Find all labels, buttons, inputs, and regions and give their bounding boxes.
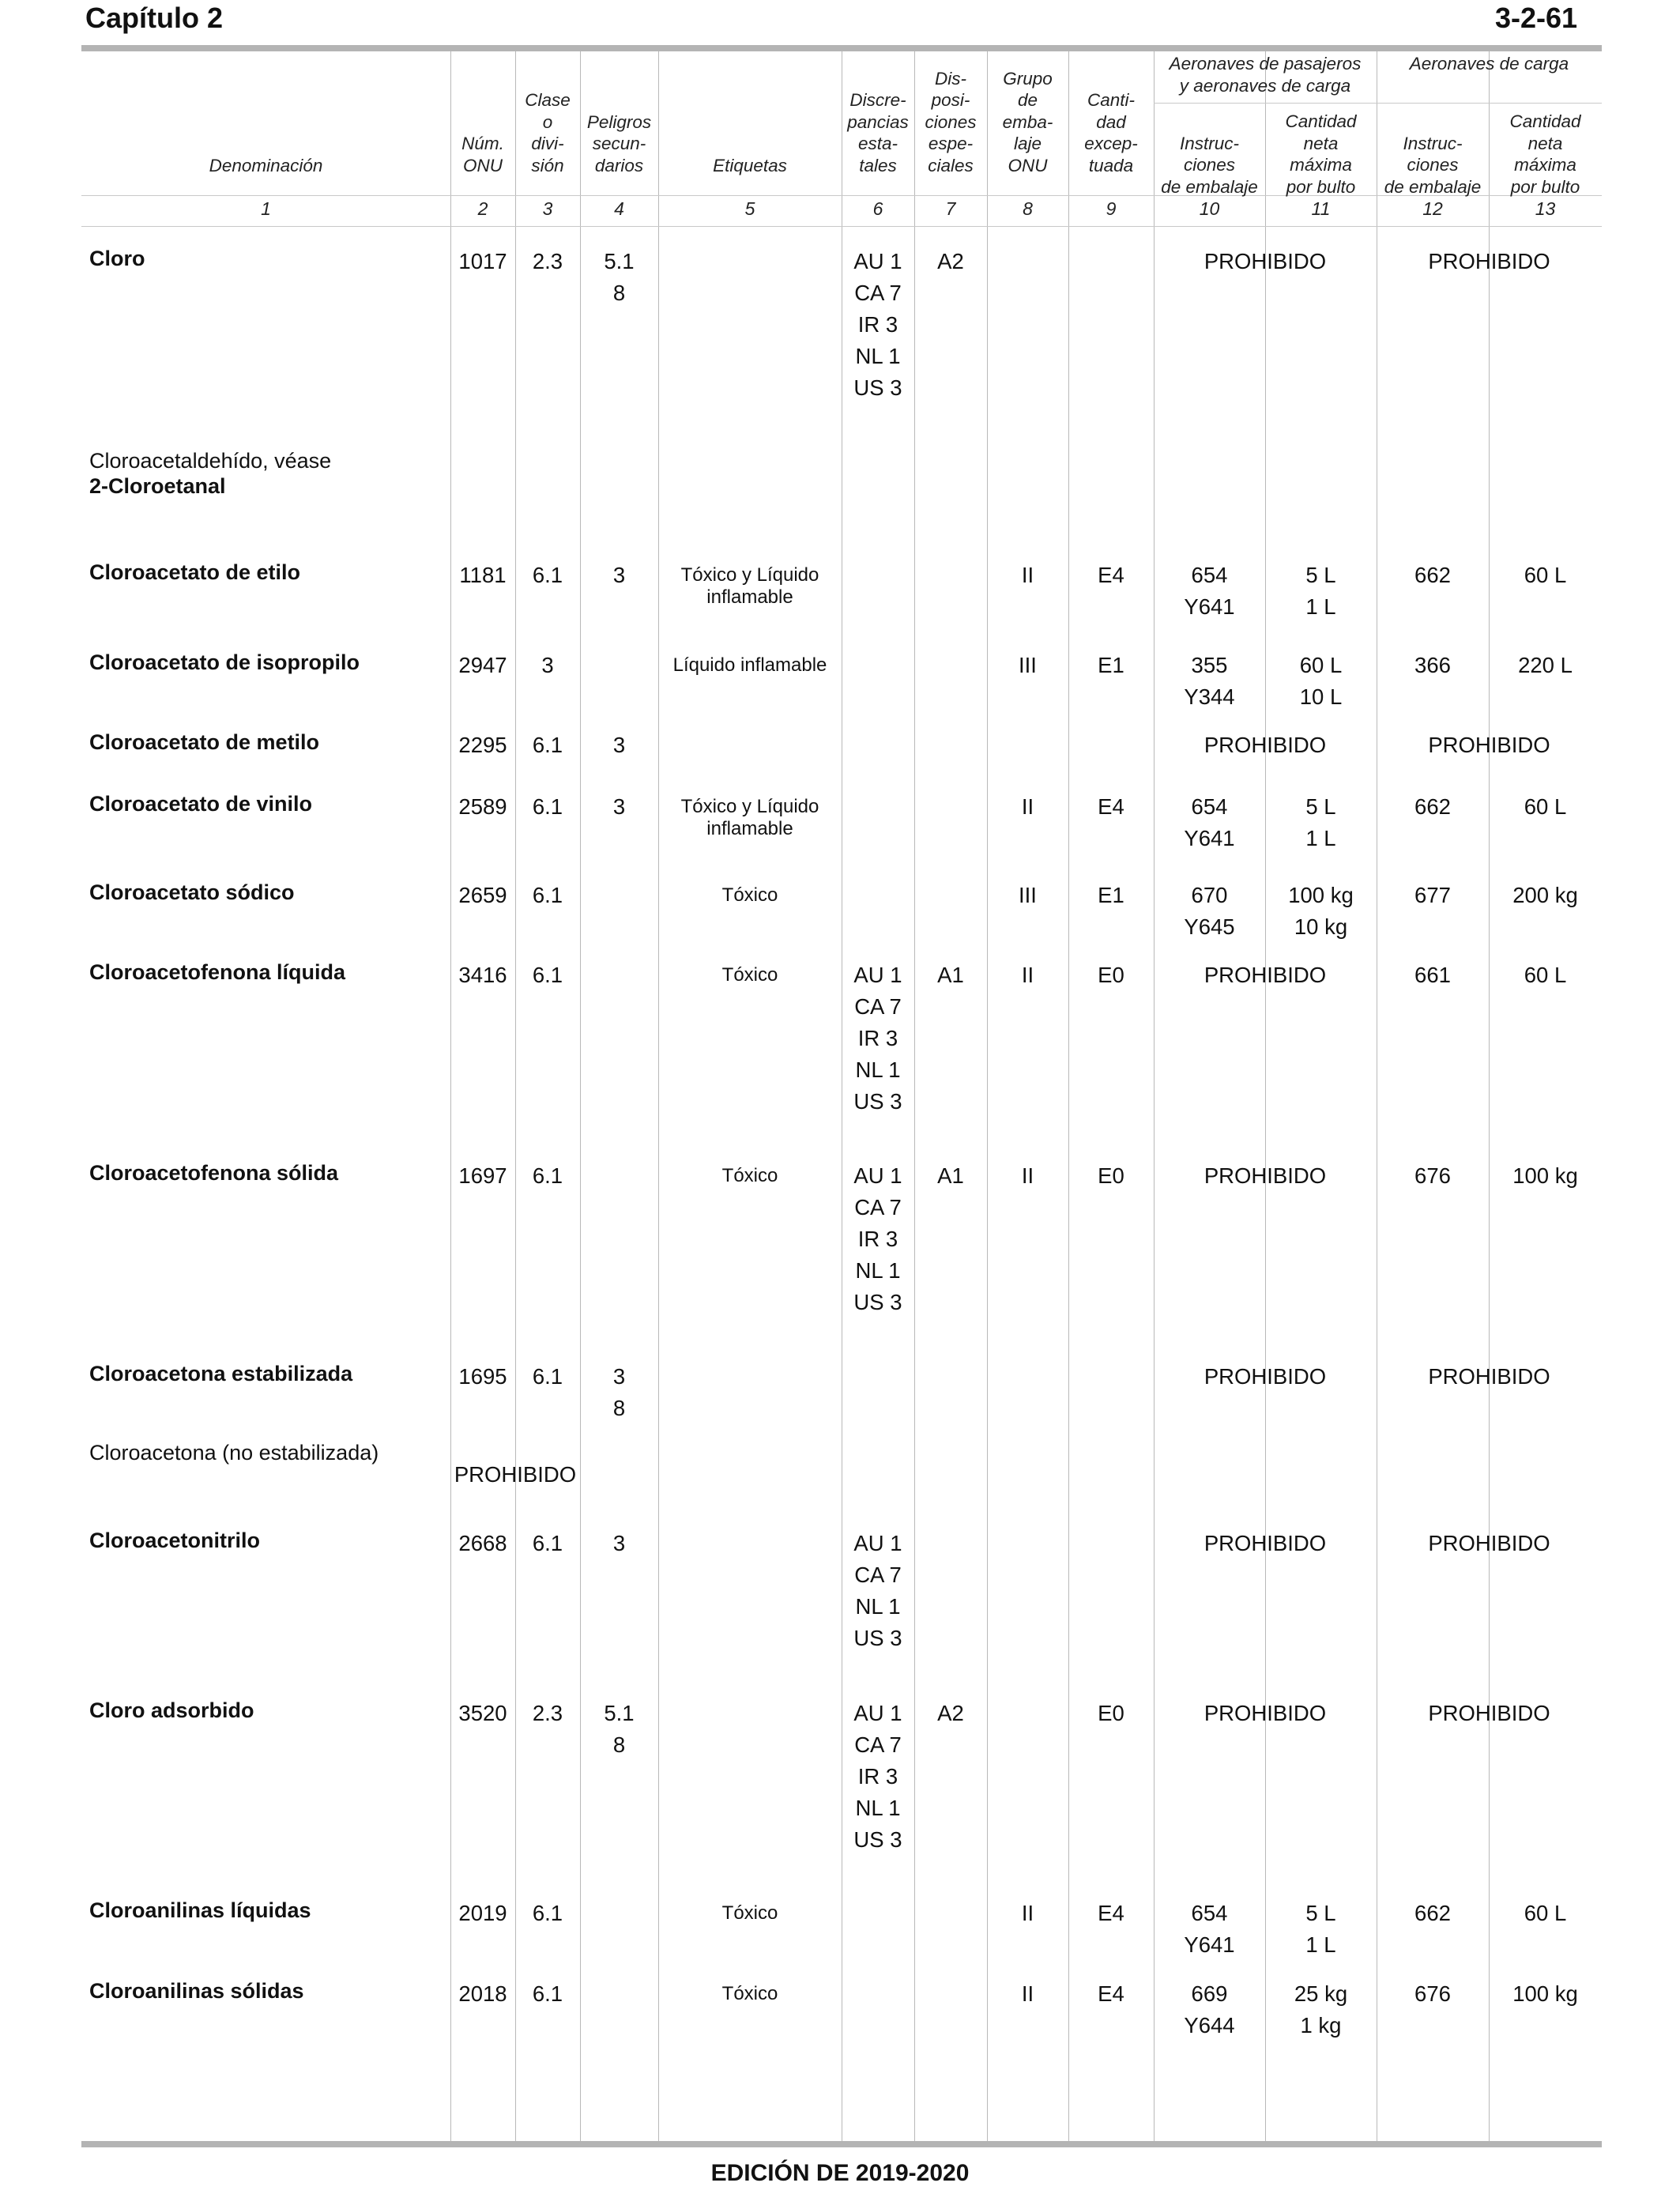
excepted-quantity: E4	[1098, 563, 1124, 587]
pax-prohibited: PROHIBIDO	[1203, 1531, 1327, 1555]
class-division: 6.1	[532, 1901, 563, 1925]
state-variations: AU 1 CA 7 IR 3 NL 1 US 3	[853, 1701, 902, 1852]
hazard-label: Tóxico y Líquido inflamable	[680, 564, 819, 608]
pax-max-net-quantity: 5 L 1 L	[1305, 1901, 1336, 1957]
hazard-label: Tóxico	[721, 1165, 778, 1186]
packing-group: III	[1019, 883, 1037, 907]
cargo-max-net-quantity: 60 L	[1524, 563, 1567, 587]
excepted-quantity: E0	[1098, 1163, 1124, 1188]
un-number: 3416	[458, 963, 507, 987]
cargo-prohibited: PROHIBIDO	[1428, 733, 1550, 757]
edition-footer: EDICIÓN DE 2019-2020	[710, 2160, 970, 2186]
cargo-prohibited: PROHIBIDO	[1428, 1531, 1550, 1555]
un-number: 2018	[458, 1981, 507, 2006]
substance-name: Cloroacetofenona sólida	[89, 1161, 339, 1185]
pax-max-net-quantity: 100 kg 10 kg	[1288, 883, 1354, 939]
header-discrepancias: Discre- pancias esta- tales	[847, 90, 909, 175]
column-number: 13	[1535, 198, 1556, 219]
class-division: 6.1	[532, 1364, 563, 1389]
pax-prohibited: PROHIBIDO	[1203, 1701, 1327, 1725]
un-number: 2589	[458, 794, 507, 819]
pax-packing-instruction: 654 Y641	[1184, 563, 1235, 619]
header-num-onu: Núm. ONU	[461, 134, 504, 175]
state-variations: AU 1 CA 7 IR 3 NL 1 US 3	[853, 963, 902, 1114]
top-rule	[81, 45, 1602, 51]
special-provisions: A2	[937, 1701, 964, 1725]
hazard-label: Tóxico	[721, 964, 778, 986]
class-division: 6.1	[532, 1531, 563, 1555]
pax-prohibited: PROHIBIDO	[1203, 1364, 1327, 1389]
cargo-prohibited: PROHIBIDO	[1428, 1701, 1550, 1725]
cargo-packing-instruction: 366	[1414, 653, 1451, 677]
column-divider	[987, 51, 988, 2141]
column-number: 9	[1106, 198, 1117, 219]
class-division: 6.1	[532, 883, 563, 907]
substance-name: Cloroacetato de metilo	[89, 730, 320, 754]
header-clase: Clase o divi- sión	[525, 90, 571, 175]
row-prohibited: PROHIBIDO	[454, 1462, 577, 1487]
cargo-max-net-quantity: 100 kg	[1512, 1163, 1578, 1188]
excepted-quantity: E4	[1098, 1981, 1124, 2006]
pax-max-net-quantity: 60 L 10 L	[1299, 653, 1343, 709]
pax-packing-instruction: 355 Y344	[1184, 653, 1235, 709]
column-number: 5	[744, 198, 755, 219]
header-cantidad-exceptuada: Canti- dad excep- tuada	[1084, 90, 1138, 175]
special-provisions: A2	[937, 249, 964, 273]
class-division: 3	[541, 653, 554, 677]
hazard-label: Tóxico y Líquido inflamable	[680, 796, 819, 839]
class-division: 2.3	[532, 249, 563, 273]
un-number: 2295	[458, 733, 507, 757]
header-disposiciones: Dis- posi- ciones espe- ciales	[925, 68, 977, 175]
state-variations: AU 1 CA 7 IR 3 NL 1 US 3	[853, 249, 902, 400]
pax-prohibited: PROHIBIDO	[1203, 1163, 1327, 1188]
substance-name: Cloroacetato sódico	[89, 880, 295, 904]
column-divider	[1489, 51, 1490, 2141]
column-number-divider	[81, 226, 1602, 227]
excepted-quantity: E4	[1098, 1901, 1124, 1925]
pax-prohibited: PROHIBIDO	[1203, 963, 1327, 987]
hazard-label: Tóxico	[721, 884, 778, 906]
excepted-quantity: E1	[1098, 653, 1124, 677]
un-number: 2668	[458, 1531, 507, 1555]
header-instrucciones-carga: Instruc- ciones de embalaje	[1384, 133, 1482, 197]
cargo-max-net-quantity: 220 L	[1518, 653, 1573, 677]
subsidiary-hazard: 5.1 8	[604, 1701, 635, 1757]
substance-name: Cloroacetato de vinilo	[89, 792, 313, 816]
page-number: 3-2-61	[1494, 2, 1577, 34]
group-header-divider	[1154, 103, 1602, 104]
packing-group: II	[1021, 794, 1034, 819]
column-divider	[1265, 51, 1266, 2141]
un-number: 2659	[458, 883, 507, 907]
class-division: 6.1	[532, 733, 563, 757]
substance-name: Cloroanilinas líquidas	[89, 1898, 311, 1922]
substance-name: Cloro adsorbido	[89, 1698, 254, 1722]
un-number: 3520	[458, 1701, 507, 1725]
cargo-packing-instruction: 677	[1414, 883, 1451, 907]
cargo-max-net-quantity: 60 L	[1524, 794, 1567, 819]
packing-group: III	[1019, 653, 1037, 677]
subsidiary-hazard: 3	[612, 1531, 626, 1555]
column-number: 12	[1422, 198, 1443, 219]
class-division: 6.1	[532, 794, 563, 819]
subsidiary-hazard: 3	[612, 563, 626, 587]
pax-prohibited: PROHIBIDO	[1203, 733, 1327, 757]
column-divider	[658, 51, 659, 2141]
pax-packing-instruction: 670 Y645	[1184, 883, 1235, 939]
packing-group: II	[1021, 1163, 1034, 1188]
state-variations: AU 1 CA 7 NL 1 US 3	[853, 1531, 902, 1650]
pax-packing-instruction: 654 Y641	[1184, 1901, 1235, 1957]
cargo-packing-instruction: 662	[1414, 794, 1451, 819]
subsidiary-hazard: 5.1 8	[604, 249, 635, 305]
chapter-title: Capítulo 2	[85, 2, 224, 34]
un-number: 1181	[459, 563, 507, 587]
subsidiary-hazard: 3	[612, 794, 626, 819]
packing-group: II	[1021, 1901, 1034, 1925]
packing-group: II	[1021, 563, 1034, 587]
column-divider	[515, 51, 516, 2141]
header-group-pasajeros: Aeronaves de pasajeros y aeronaves de carga	[1169, 54, 1362, 96]
substance-name: Cloroacetofenona líquida	[89, 960, 346, 984]
cargo-packing-instruction: 662	[1414, 1901, 1451, 1925]
class-division: 6.1	[532, 1981, 563, 2006]
cargo-packing-instruction: 676	[1414, 1981, 1451, 2006]
un-number: 1697	[458, 1163, 507, 1188]
class-division: 6.1	[532, 1163, 563, 1188]
header-peligros: Peligros secun- darios	[586, 111, 652, 175]
special-provisions: A1	[937, 963, 964, 987]
packing-group: II	[1021, 1981, 1034, 2006]
substance-name: Cloroanilinas sólidas	[89, 1979, 304, 2003]
subsidiary-hazard: 3	[612, 733, 626, 757]
hazard-label: Tóxico	[721, 1983, 778, 2004]
un-number: 1017	[458, 249, 507, 273]
column-number: 7	[945, 198, 956, 219]
header-grupo: Grupo de emba- laje ONU	[1002, 68, 1053, 175]
substance-name: Cloroacetato de etilo	[89, 560, 301, 584]
cargo-packing-instruction: 676	[1414, 1163, 1451, 1188]
column-number: 1	[261, 198, 271, 219]
excepted-quantity: E0	[1098, 1701, 1124, 1725]
excepted-quantity: E1	[1098, 883, 1124, 907]
pax-max-net-quantity: 5 L 1 L	[1305, 563, 1336, 619]
substance-name: Cloro	[89, 247, 145, 270]
cargo-max-net-quantity: 60 L	[1524, 1901, 1567, 1925]
cargo-packing-instruction: 662	[1414, 563, 1451, 587]
cargo-prohibited: PROHIBIDO	[1428, 249, 1550, 273]
column-number: 6	[872, 198, 883, 219]
excepted-quantity: E4	[1098, 794, 1124, 819]
un-number: 2019	[458, 1901, 507, 1925]
header-group-carga: Aeronaves de carga	[1409, 54, 1569, 74]
un-number: 1695	[458, 1364, 507, 1389]
cargo-max-net-quantity: 60 L	[1524, 963, 1567, 987]
bottom-rule	[81, 2141, 1602, 2147]
class-division: 6.1	[532, 963, 563, 987]
column-number: 8	[1023, 198, 1033, 219]
hazard-label: Líquido inflamable	[672, 654, 827, 676]
hazard-label: Tóxico	[721, 1902, 778, 1924]
pax-prohibited: PROHIBIDO	[1203, 249, 1327, 273]
substance-name: Cloroacetato de isopropilo	[89, 650, 360, 674]
packing-group: II	[1021, 963, 1034, 987]
cargo-packing-instruction: 661	[1414, 963, 1451, 987]
column-number: 4	[614, 198, 624, 219]
state-variations: AU 1 CA 7 IR 3 NL 1 US 3	[853, 1163, 902, 1314]
column-number: 3	[542, 198, 553, 219]
pax-packing-instruction: 669 Y644	[1184, 1981, 1235, 2038]
cargo-max-net-quantity: 200 kg	[1512, 883, 1578, 907]
cargo-max-net-quantity: 100 kg	[1512, 1981, 1578, 2006]
column-divider	[914, 51, 915, 2141]
pax-packing-instruction: 654 Y641	[1184, 794, 1235, 850]
column-divider	[450, 51, 451, 2141]
header-denominacion: Denominación	[209, 155, 323, 175]
substance-name: Cloroacetaldehído, véase 2-Cloroetanal	[89, 449, 332, 498]
header-instrucciones-pasajeros: Instruc- ciones de embalaje	[1161, 133, 1258, 197]
cargo-prohibited: PROHIBIDO	[1428, 1364, 1550, 1389]
column-divider	[1154, 51, 1155, 2141]
column-number: 11	[1311, 198, 1331, 219]
substance-name: Cloroacetona (no estabilizada)	[89, 1441, 379, 1465]
special-provisions: A1	[937, 1163, 964, 1188]
header-etiquetas: Etiquetas	[713, 155, 787, 175]
substance-name: Cloroacetonitrilo	[89, 1529, 261, 1552]
column-number: 2	[477, 198, 488, 219]
header-cantidad-neta-carga: Cantidad neta máxima por bulto	[1509, 111, 1581, 197]
substance-name: Cloroacetona estabilizada	[89, 1362, 353, 1385]
excepted-quantity: E0	[1098, 963, 1124, 987]
class-division: 6.1	[532, 563, 563, 587]
column-number: 10	[1199, 198, 1220, 219]
dangerous-goods-table	[81, 51, 1602, 2141]
un-number: 2947	[458, 653, 507, 677]
column-divider	[580, 51, 581, 2141]
subsidiary-hazard: 3 8	[612, 1364, 626, 1420]
class-division: 2.3	[532, 1701, 563, 1725]
pax-max-net-quantity: 5 L 1 L	[1305, 794, 1336, 850]
pax-max-net-quantity: 25 kg 1 kg	[1294, 1981, 1348, 2038]
header-cantidad-neta-pasajeros: Cantidad neta máxima por bulto	[1285, 111, 1357, 197]
column-divider	[1068, 51, 1069, 2141]
